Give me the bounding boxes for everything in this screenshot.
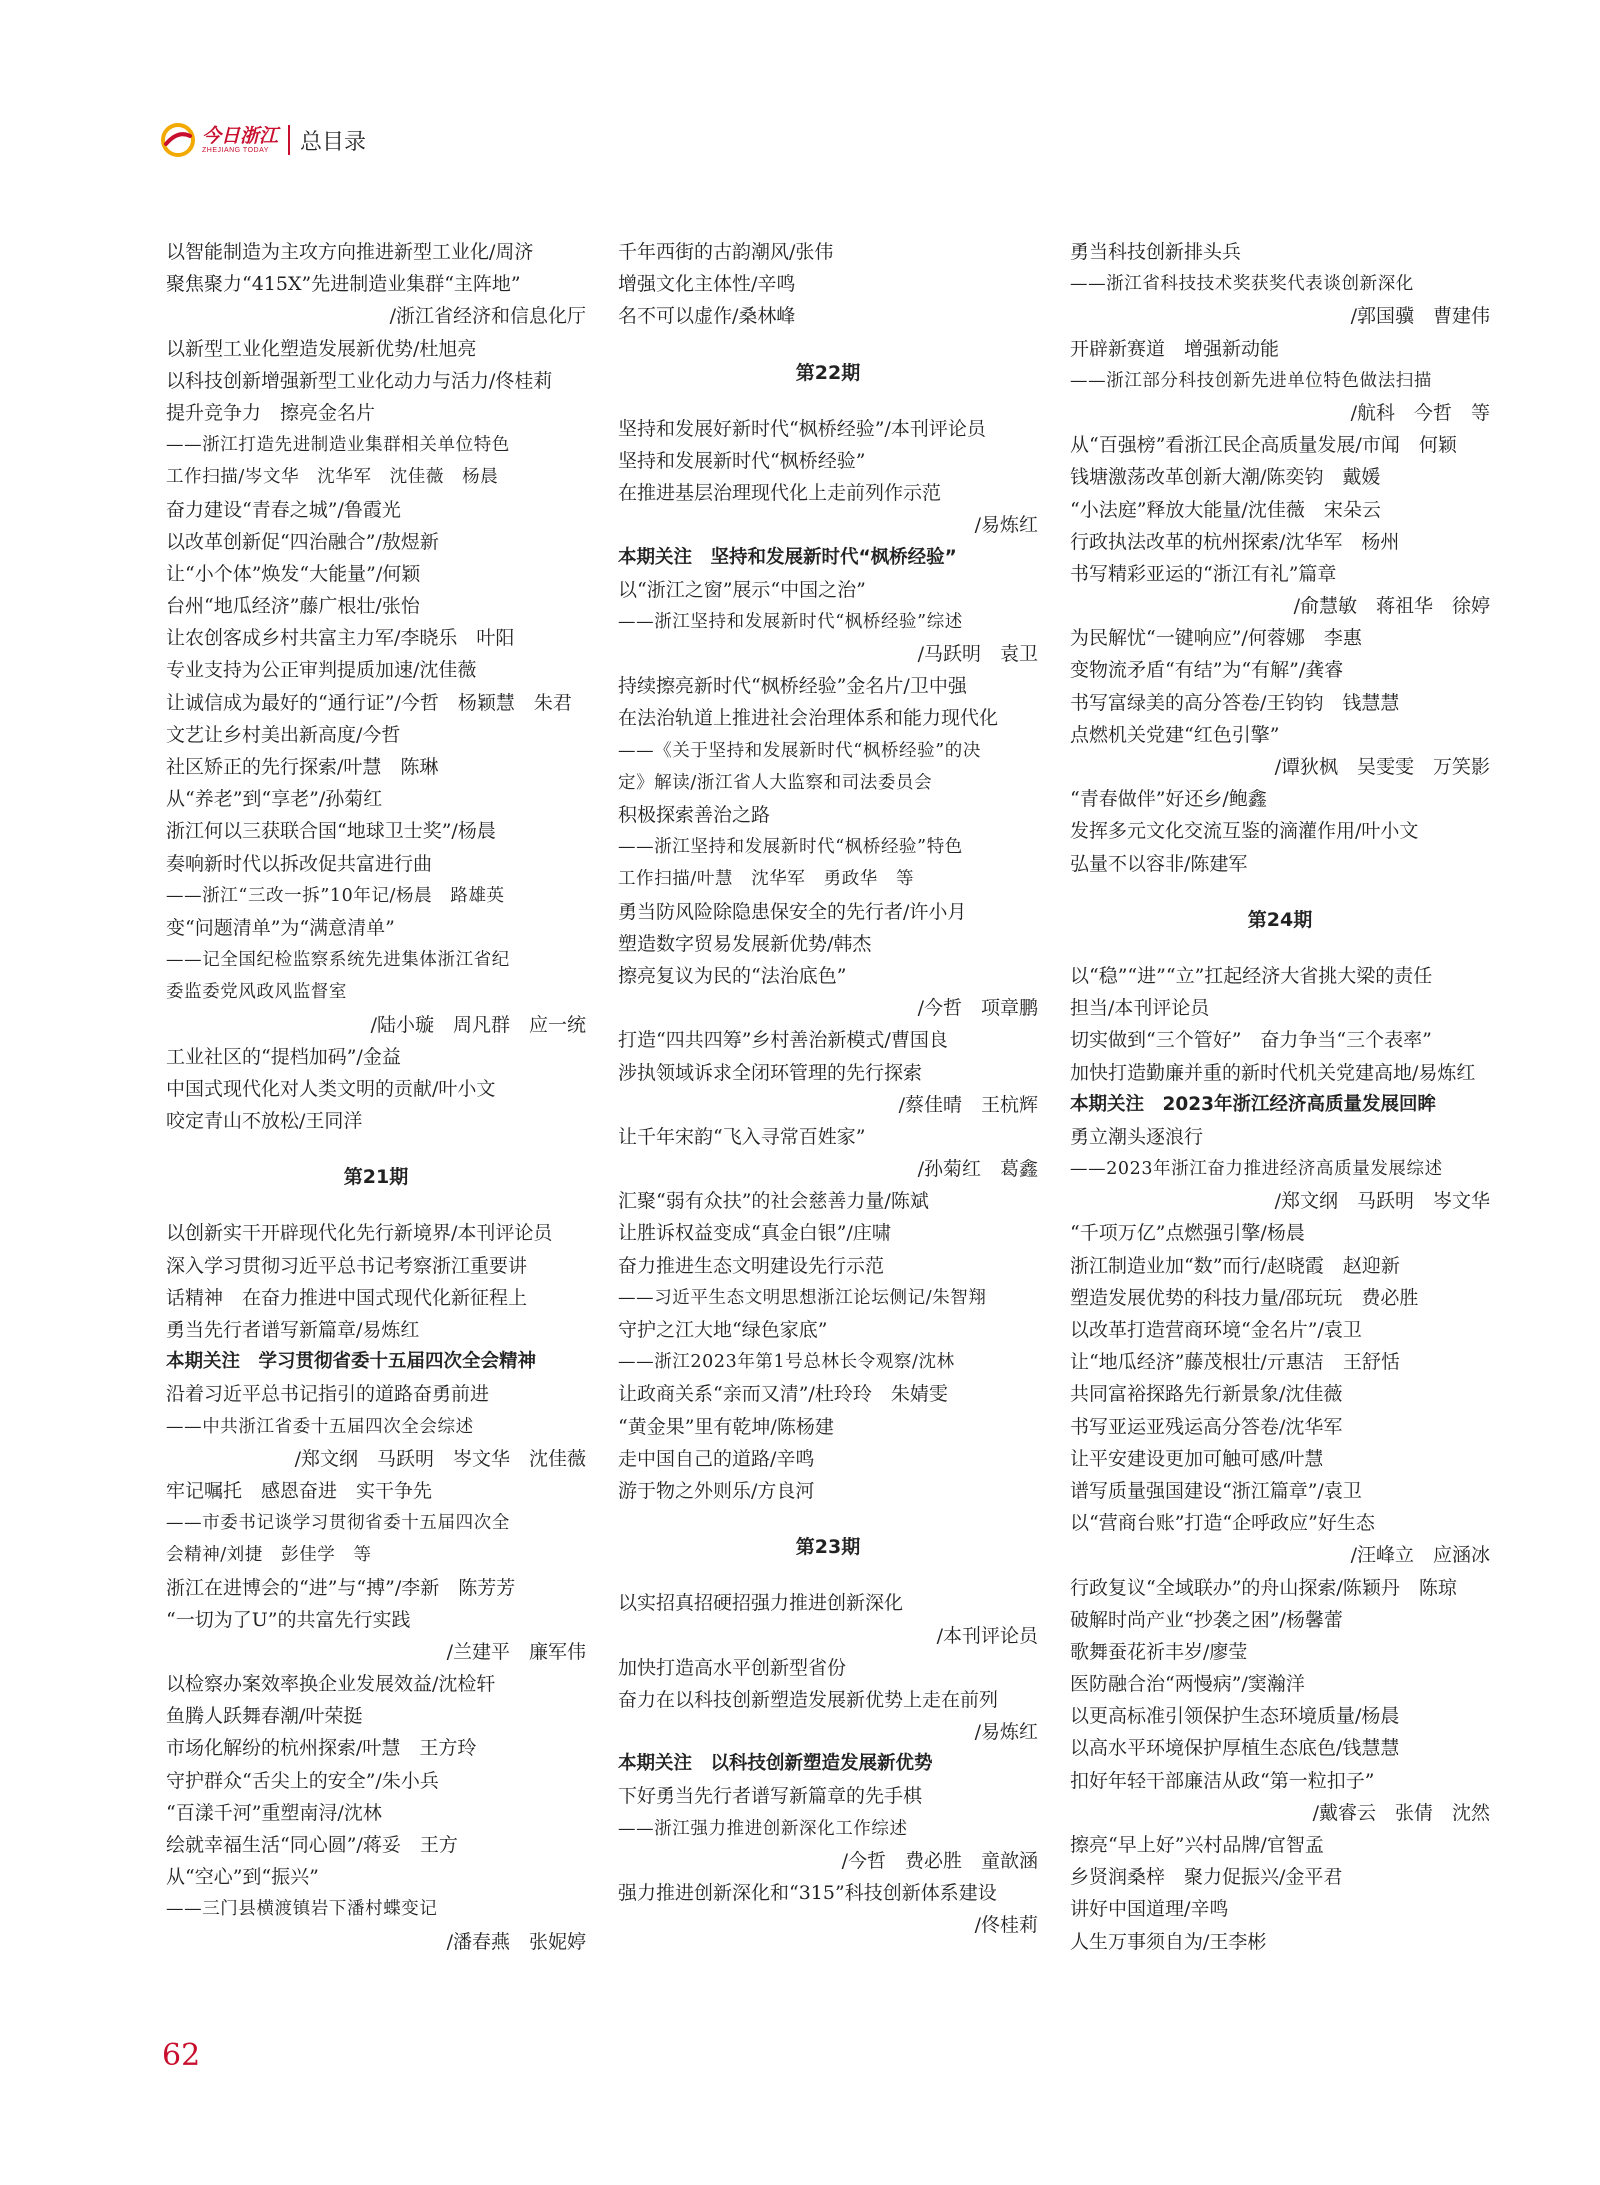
toc-line: 谱写质量强国建设“浙江篇章”/袁卫 [1070,1479,1362,1502]
toc-line: 以“浙江之窗”展示“中国之治” [618,578,866,601]
issue-heading: 第21期 [343,1166,409,1189]
byline: /马跃明 袁卫 [917,643,1038,666]
toc-line: 担当/本刊评论员 [1070,997,1210,1020]
toc-line: 钱塘激荡改革创新大潮/陈奕钧 戴媛 [1070,466,1381,489]
feature-heading: 本期关注 2023年浙江经济高质量发展回眸 [1070,1093,1436,1115]
section-title: 总目录 [300,129,367,155]
toc-line: ——浙江强力推进创新深化工作综述 [618,1818,908,1839]
toc-line: 提升竞争力 擦亮金名片 [166,401,376,424]
toc-line: 持续擦亮新时代“枫桥经验”金名片/卫中强 [618,675,967,698]
issue-heading: 第23期 [795,1536,861,1559]
toc-line: 从“空心”到“振兴” [166,1866,319,1889]
toc-line: 以“稳”“进”“立”扛起经济大省挑大梁的责任 [1070,964,1433,987]
toc-line: 坚持和发展好新时代“枫桥经验”/本刊评论员 [618,417,986,440]
page-header [160,118,366,162]
toc-line: 增强文化主体性/辛鸣 [618,273,796,296]
toc-line: 为民解忧“一键响应”/何蓉娜 李惠 [1070,627,1362,650]
toc-line: 台州“地瓜经济”藤广根壮/张怡 [166,595,420,618]
toc-line: 守护群众“舌尖上的安全”/朱小兵 [166,1769,439,1792]
toc-line: 以检察办案效率换企业发展效益/沈检轩 [166,1673,496,1696]
toc-line: 勇当科技创新排头兵 [1070,241,1242,263]
toc-line: ——浙江省科技技术奖获奖代表谈创新深化 [1070,274,1414,295]
toc-line: 社区矫正的先行探索/叶慧 陈琳 [166,756,439,778]
toc-line: 书写精彩亚运的“浙江有礼”篇章 [1070,562,1337,585]
spacer [618,1507,1038,1531]
byline: /兰建平 廉军伟 [446,1640,586,1663]
toc-line: 以改革打造营商环境“金名片”/袁卫 [1070,1319,1362,1341]
toc-line: 让“小个体”焕发“大能量”/何颖 [166,562,421,585]
toc-line: 工业社区的“提档加码”/金益 [166,1045,401,1068]
toc-line: 以实招真招硬招强力推进创新深化 [618,1592,904,1615]
toc-line: ——记全国纪检监察系统先进集体浙江省纪 [166,950,510,971]
toc-column-1 [166,236,586,1958]
toc-line: 聚焦聚力“415X”先进制造业集群“主阵地” [166,273,521,296]
toc-line: 让“地瓜经济”藤茂根壮/亓惠洁 王舒恬 [1070,1351,1400,1374]
toc-line: 乡贤润桑梓 聚力促振兴/金平君 [1070,1866,1343,1889]
toc-line: 在法治轨道上推进社会治理体系和能力现代化 [618,707,999,730]
toc-line: 擦亮复议为民的“法治底色” [618,964,847,987]
toc-line: 委监委党风政风监督室 [166,982,347,1003]
toc-line: 积极探索善治之路 [618,804,771,826]
toc-line: 变物流矛盾“有结”为“有解”/龚睿 [1070,659,1344,682]
feature-heading: 本期关注 坚持和发展新时代“枫桥经验” [618,546,957,568]
toc-column-3 [1070,236,1490,1958]
toc-line: 让平安建设更加可触可感/叶慧 [1070,1447,1324,1470]
toc-line: ——《关于坚持和发展新时代“枫桥经验”的决 [618,740,981,761]
byline: /俞慧敏 蒋祖华 徐婷 [1293,595,1490,618]
spacer [1070,936,1490,960]
toc-line: 医防融合治“两慢病”/窦瀚洋 [1070,1673,1305,1696]
header-divider [288,125,290,155]
toc-line: 以改革创新促“四治融合”/敖煜新 [166,530,439,553]
byline: /佟桂莉 [974,1914,1038,1937]
byline: /今哲 项章鹏 [917,997,1038,1020]
byline: /郑文纲 马跃明 岑文华 [1274,1190,1490,1213]
byline: /郑文纲 马跃明 岑文华 沈佳薇 [294,1447,586,1470]
toc-line: 浙江何以三获联合国“地球卫士奖”/杨晨 [166,820,496,843]
byline: /今哲 费必胜 童歆涵 [841,1849,1038,1872]
toc-line: 切实做到“三个管好” 奋力争当“三个表率” [1070,1029,1432,1052]
toc-line: 工作扫描/岑文华 沈华军 沈佳薇 杨晨 [166,467,499,488]
toc-line: 奋力推进生态文明建设先行示范 [618,1254,885,1277]
spacer [618,389,1038,413]
toc-line: 下好勇当先行者谱写新篇章的先手棋 [618,1785,923,1808]
toc-line: 以新型工业化塑造发展新优势/杜旭亮 [166,337,477,360]
logo-text [202,126,278,155]
toc-line: 沿着习近平总书记指引的道路奋勇前进 [166,1383,490,1406]
byline: /易炼红 [974,514,1038,537]
toc-line: ——2023年浙江奋力推进经济高质量发展综述 [1070,1159,1443,1180]
toc-line: 奋力在以科技创新塑造发展新优势上走在前列 [618,1688,999,1711]
toc-line: “一切为了U”的共富先行实践 [166,1608,411,1631]
byline: /郭国骥 曹建伟 [1350,305,1490,328]
toc-line: 专业支持为公正审判提质加速/沈佳薇 [166,659,477,682]
toc-line: “黄金果”里有乾坤/陈杨建 [618,1415,834,1438]
issue-heading: 第22期 [795,361,861,384]
toc-line: 打造“四共四筹”乡村善治新模式/曹国良 [618,1029,948,1052]
byline: /本刊评论员 [936,1624,1038,1647]
byline: /孙菊红 葛鑫 [917,1158,1038,1181]
byline: /航科 今哲 等 [1350,401,1490,424]
toc-line: 行政执法改革的杭州探索/沈华军 杨州 [1070,530,1400,553]
toc-line: ——浙江2023年第1号总林长令观察/沈林 [618,1352,955,1373]
toc-line: 绘就幸福生活“同心圆”/蒋妥 王方 [166,1834,458,1856]
issue-heading: 第24期 [1247,908,1313,931]
toc-line: 坚持和发展新时代“枫桥经验” [618,449,866,472]
toc-line: 勇立潮头逐浪行 [1070,1125,1204,1148]
toc-line: 勇当先行者谱写新篇章/易炼红 [166,1319,420,1341]
toc-line: 咬定青山不放松/王同洋 [166,1110,363,1133]
toc-line: 浙江制造业加“数”而行/赵晓霞 赵迎新 [1070,1254,1400,1277]
toc-line: 行政复议“全域联办”的舟山探索/陈颖丹 陈琼 [1070,1576,1457,1599]
toc-line: 千年西街的古韵潮风/张伟 [618,241,834,263]
toc-line: 工作扫描/叶慧 沈华军 勇政华 等 [618,869,915,890]
spacer [618,333,1038,357]
spacer [1070,880,1490,904]
byline: /蔡佳晴 王杭辉 [898,1093,1038,1116]
toc-line: 名不可以虚作/桑林峰 [618,305,796,328]
toc-line: ——浙江坚持和发展新时代“枫桥经验”特色 [618,837,963,858]
toc-line: 话精神 在奋力推进中国式现代化新征程上 [166,1286,528,1309]
toc-line: 文艺让乡村美出新高度/今哲 [166,723,401,746]
toc-line: 让政商关系“亲而又清”/杜玲玲 朱婧雯 [618,1383,948,1406]
feature-heading: 本期关注 学习贯彻省委十五届四次全会精神 [166,1351,537,1373]
toc-line: 书写富绿美的高分答卷/王钧钧 钱慧慧 [1070,691,1400,714]
toc-line: 汇聚“弱有众扶”的社会慈善力量/陈斌 [618,1190,929,1213]
toc-line: 会精神/刘捷 彭佳学 等 [166,1545,372,1566]
toc-line: 让胜诉权益变成“真金白银”/庄啸 [618,1222,891,1245]
toc-line: 在推进基层治理现代化上走前列作示范 [618,482,942,505]
toc-line: 以更高标准引领保护生态环境质量/杨晨 [1070,1705,1400,1728]
toc-line: ——习近平生态文明思想浙江论坛侧记/朱智翔 [618,1287,987,1308]
toc-line: 牢记嘱托 感恩奋进 实干争先 [166,1479,433,1502]
toc-line: 破解时尚产业“抄袭之困”/杨馨蕾 [1070,1608,1343,1631]
toc-line: 强力推进创新深化和“315”科技创新体系建设 [618,1882,997,1904]
toc-line: “小法庭”释放大能量/沈佳薇 宋朵云 [1070,498,1381,521]
toc-line: 以创新实干开辟现代化先行新境界/本刊评论员 [166,1222,553,1245]
byline: /戴睿云 张倩 沈然 [1312,1801,1490,1824]
toc-line: “千项万亿”点燃强引擎/杨晨 [1070,1222,1305,1245]
toc-line: 深入学习贯彻习近平总书记考察浙江重要讲 [166,1254,528,1277]
toc-line: 变“问题清单”为“满意清单” [166,916,395,939]
toc-line: 加快打造高水平创新型省份 [618,1656,847,1679]
toc-line: 奏响新时代以拆改促共富进行曲 [166,852,433,875]
toc-line: 歌舞蚕花祈丰岁/廖莹 [1070,1640,1248,1663]
toc-line: ——浙江坚持和发展新时代“枫桥经验”综述 [618,611,963,632]
toc-line: 以高水平环境保护厚植生态底色/钱慧慧 [1070,1737,1400,1760]
toc-line: 让农创客成乡村共富主力军/李晓乐 叶阳 [166,627,515,650]
toc-line: 共同富裕探路先行新景象/沈佳薇 [1070,1383,1343,1406]
toc-line: “青春做伴”好还乡/鲍鑫 [1070,788,1267,811]
toc-line: 以“营商台账”打造“企呼政应”好生态 [1070,1512,1375,1535]
toc-line: 让千年宋韵“飞入寻常百姓家” [618,1125,866,1148]
toc-line: 擦亮“早上好”兴村品牌/官智孟 [1070,1834,1324,1856]
toc-line: ——浙江“三改一拆”10年记/杨晨 路雄英 [166,885,505,906]
logo-chinese: 今日浙江 [202,124,279,147]
toc-line: 浙江在进博会的“进”与“搏”/李新 陈芳芳 [166,1576,516,1599]
toc-line: 走中国自己的道路/辛鸣 [618,1447,815,1470]
toc-line: 涉执领域诉求全闭环管理的先行探索 [618,1061,923,1084]
toc-line: 从“养老”到“享老”/孙菊红 [166,788,383,811]
toc-line: 勇当防风险除隐患保安全的先行者/许小月 [618,900,967,923]
toc-line: 扣好年轻干部廉洁从政“第一粒扣子” [1070,1769,1375,1792]
spacer [618,1563,1038,1587]
byline: /谭狄枫 吴雯雯 万笑影 [1274,756,1490,778]
toc-line: ——中共浙江省委十五届四次全会综述 [166,1416,474,1437]
toc-line: 讲好中国道理/辛鸣 [1070,1898,1229,1921]
toc-line: 发挥多元文化交流互鉴的滴灌作用/叶小文 [1070,820,1419,843]
page-number: 62 [162,2038,201,2073]
toc-line: 游于物之外则乐/方良河 [618,1479,815,1502]
byline: /潘春燕 张妮婷 [446,1930,586,1953]
byline: /浙江省经济和信息化厅 [389,305,586,328]
toc-line: 以智能制造为主攻方向推进新型工业化/周济 [166,241,534,263]
toc-line: 塑造发展优势的科技力量/邵玩玩 费必胜 [1070,1286,1419,1309]
toc-line: 从“百强榜”看浙江民企高质量发展/市闻 何颖 [1070,434,1457,457]
toc-line: ——浙江部分科技创新先进单位特色做法扫描 [1070,370,1432,391]
spacer [166,1137,586,1161]
toc-line: ——三门县横渡镇岩下潘村蝶变记 [166,1899,438,1920]
toc-line: 定》解读/浙江省人大监察和司法委员会 [618,772,933,793]
toc-line: 让诚信成为最好的“通行证”/今哲 杨颖慧 朱君 [166,691,572,714]
toc-line: 弘量不以容非/陈建军 [1070,852,1248,875]
toc-line: 以科技创新增强新型工业化动力与活力/佟桂莉 [166,369,553,392]
toc-line: 鱼腾人跃舞春潮/叶荣挺 [166,1705,363,1728]
toc-column-2 [618,236,1038,1941]
spacer [166,1193,586,1217]
feature-heading: 本期关注 以科技创新塑造发展新优势 [618,1753,933,1775]
logo-english: ZHEJIANG TODAY [202,146,269,154]
toc-line: 开辟新赛道 增强新动能 [1070,337,1280,360]
toc-line: 守护之江大地“绿色家底” [618,1319,828,1341]
toc-line: 奋力建设“青春之城”/鲁霞光 [166,498,401,521]
toc-line: 中国式现代化对人类文明的贡献/叶小文 [166,1077,496,1100]
byline: /汪峰立 应涵冰 [1350,1544,1490,1567]
toc-line: ——浙江打造先进制造业集群相关单位特色 [166,435,510,456]
toc-line: 人生万事须自为/王李彬 [1070,1930,1267,1953]
byline: /陆小璇 周凡群 应一统 [370,1013,586,1036]
toc-line: “百漾千河”重塑南浔/沈林 [166,1801,382,1824]
byline: /易炼红 [974,1721,1038,1744]
toc-line: 加快打造勤廉并重的新时代机关党建高地/易炼红 [1070,1061,1476,1084]
zhejiang-today-logo-icon [160,122,196,158]
toc-line: 塑造数字贸易发展新优势/韩杰 [618,932,872,955]
toc-line: 市场化解纷的杭州探索/叶慧 王方玲 [166,1737,477,1760]
toc-line: 点燃机关党建“红色引擎” [1070,723,1280,746]
toc-line: 书写亚运亚残运高分答卷/沈华军 [1070,1415,1343,1438]
toc-line: ——市委书记谈学习贯彻省委十五届四次全 [166,1513,510,1534]
